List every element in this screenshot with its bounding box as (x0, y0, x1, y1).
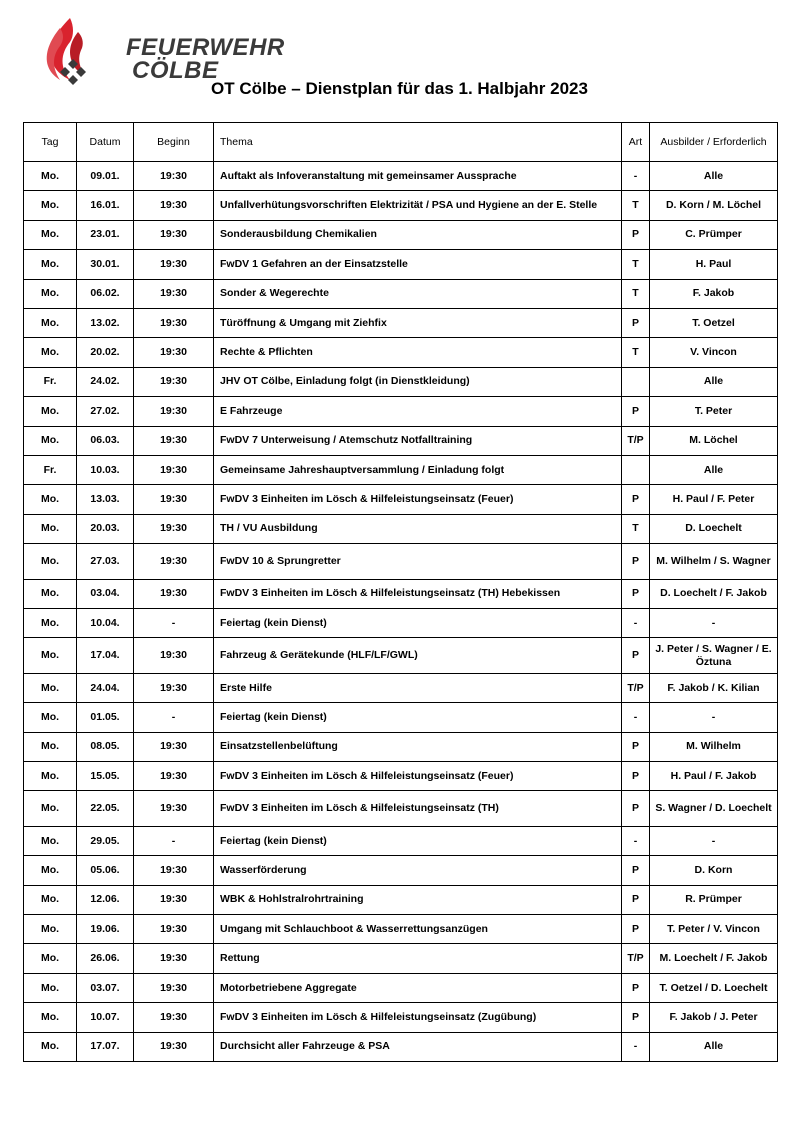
cell-thema: Wasserförderung (214, 856, 622, 885)
table-row (24, 944, 778, 973)
cell-beginn: 19:30 (134, 791, 214, 827)
cell-datum: 16.01. (77, 191, 134, 220)
cell-thema: TH / VU Ausbildung (214, 514, 622, 543)
cell-thema: Sonderausbildung Chemikalien (214, 220, 622, 249)
cell-art: P (622, 915, 650, 944)
cell-art: - (622, 703, 650, 732)
cell-thema: Erste Hilfe (214, 673, 622, 702)
cell-thema: Rechte & Pflichten (214, 338, 622, 367)
cell-tag: Mo. (24, 397, 77, 426)
cell-thema: Sonder & Wegerechte (214, 279, 622, 308)
cell-tag: Mo. (24, 250, 77, 279)
cell-beginn: 19:30 (134, 673, 214, 702)
cell-art: T (622, 514, 650, 543)
cell-art: T/P (622, 673, 650, 702)
cell-tag: Mo. (24, 338, 77, 367)
cell-beginn: - (134, 703, 214, 732)
cell-tag: Mo. (24, 579, 77, 608)
cell-datum: 27.02. (77, 397, 134, 426)
cell-ausbilder: Alle (650, 162, 778, 191)
column-header-tag: Tag (24, 123, 77, 162)
cell-ausbilder: D. Korn / M. Löchel (650, 191, 778, 220)
cell-tag: Mo. (24, 191, 77, 220)
cell-tag: Mo. (24, 762, 77, 791)
table-row (24, 485, 778, 514)
cell-tag: Mo. (24, 915, 77, 944)
cell-tag: Mo. (24, 308, 77, 337)
cell-tag: Mo. (24, 973, 77, 1002)
table-row (24, 885, 778, 914)
cell-art: T (622, 338, 650, 367)
cell-ausbilder: F. Jakob / J. Peter (650, 1003, 778, 1032)
cell-thema: FwDV 1 Gefahren an der Einsatzstelle (214, 250, 622, 279)
table-row (24, 973, 778, 1002)
cell-tag: Mo. (24, 703, 77, 732)
cell-art: - (622, 608, 650, 637)
cell-datum: 17.07. (77, 1032, 134, 1061)
cell-thema: Umgang mit Schlauchboot & Wasserrettungsanzügen (214, 915, 622, 944)
cell-datum: 26.06. (77, 944, 134, 973)
cell-ausbilder: M. Löchel (650, 426, 778, 455)
column-header-thema: Thema (214, 123, 622, 162)
cell-thema: FwDV 3 Einheiten im Lösch & Hilfeleistungseinsatz (TH) (214, 791, 622, 827)
cell-thema: FwDV 3 Einheiten im Lösch & Hilfeleistungseinsatz (Feuer) (214, 485, 622, 514)
cell-ausbilder: H. Paul (650, 250, 778, 279)
cell-art: P (622, 1003, 650, 1032)
schedule-table (23, 122, 778, 1062)
cell-beginn: 19:30 (134, 638, 214, 674)
cell-tag: Mo. (24, 673, 77, 702)
cell-beginn: 19:30 (134, 762, 214, 791)
cell-ausbilder: Alle (650, 455, 778, 484)
table-row (24, 762, 778, 791)
cell-art: P (622, 544, 650, 580)
cell-thema: Motorbetriebene Aggregate (214, 973, 622, 1002)
cell-ausbilder: - (650, 703, 778, 732)
cell-ausbilder: Alle (650, 1032, 778, 1061)
cell-beginn: 19:30 (134, 1032, 214, 1061)
cell-tag: Mo. (24, 220, 77, 249)
cell-thema: Einsatzstellenbelüftung (214, 732, 622, 761)
cell-datum: 10.03. (77, 455, 134, 484)
cell-tag: Mo. (24, 732, 77, 761)
cell-beginn: 19:30 (134, 455, 214, 484)
cell-datum: 10.07. (77, 1003, 134, 1032)
table-header-row (24, 123, 778, 162)
cell-thema: Feiertag (kein Dienst) (214, 608, 622, 637)
table-row (24, 279, 778, 308)
cell-datum: 20.02. (77, 338, 134, 367)
schedule-body (24, 162, 778, 1062)
cell-datum: 29.05. (77, 826, 134, 855)
cell-tag: Mo. (24, 856, 77, 885)
cell-ausbilder: S. Wagner / D. Loechelt (650, 791, 778, 827)
cell-datum: 12.06. (77, 885, 134, 914)
cell-datum: 08.05. (77, 732, 134, 761)
cell-datum: 19.06. (77, 915, 134, 944)
cell-datum: 06.03. (77, 426, 134, 455)
brand-logo (40, 14, 285, 88)
cell-ausbilder: J. Peter / S. Wagner / E. Öztuna (650, 638, 778, 674)
cell-tag: Mo. (24, 1032, 77, 1061)
cell-ausbilder: D. Loechelt (650, 514, 778, 543)
cell-beginn: 19:30 (134, 367, 214, 396)
table-row (24, 703, 778, 732)
table-row (24, 856, 778, 885)
cell-beginn: 19:30 (134, 973, 214, 1002)
table-row (24, 397, 778, 426)
table-row (24, 826, 778, 855)
cell-datum: 03.04. (77, 579, 134, 608)
cell-art: P (622, 732, 650, 761)
cell-ausbilder: H. Paul / F. Jakob (650, 762, 778, 791)
cell-ausbilder: - (650, 608, 778, 637)
cell-datum: 20.03. (77, 514, 134, 543)
cell-thema: FwDV 3 Einheiten im Lösch & Hilfeleistungseinsatz (Feuer) (214, 762, 622, 791)
cell-beginn: 19:30 (134, 397, 214, 426)
cell-tag: Mo. (24, 885, 77, 914)
cell-thema: Türöffnung & Umgang mit Ziehfix (214, 308, 622, 337)
table-row (24, 455, 778, 484)
cell-datum: 24.02. (77, 367, 134, 396)
cell-ausbilder: Alle (650, 367, 778, 396)
table-row (24, 426, 778, 455)
cell-art: P (622, 973, 650, 1002)
cell-art: P (622, 856, 650, 885)
table-row (24, 367, 778, 396)
cell-beginn: 19:30 (134, 338, 214, 367)
cell-art: P (622, 885, 650, 914)
cell-thema: Feiertag (kein Dienst) (214, 703, 622, 732)
cell-beginn: 19:30 (134, 485, 214, 514)
cell-thema: FwDV 7 Unterweisung / Atemschutz Notfalltraining (214, 426, 622, 455)
cell-art: - (622, 1032, 650, 1061)
cell-beginn: 19:30 (134, 191, 214, 220)
cell-ausbilder: M. Wilhelm / S. Wagner (650, 544, 778, 580)
cell-art: P (622, 638, 650, 674)
cell-art: - (622, 162, 650, 191)
cell-beginn: 19:30 (134, 944, 214, 973)
cell-thema: JHV OT Cölbe, Einladung folgt (in Dienstkleidung) (214, 367, 622, 396)
cell-ausbilder: F. Jakob / K. Kilian (650, 673, 778, 702)
cell-tag: Fr. (24, 367, 77, 396)
table-row (24, 579, 778, 608)
cell-art: T/P (622, 426, 650, 455)
cell-tag: Mo. (24, 279, 77, 308)
cell-ausbilder: - (650, 826, 778, 855)
cell-beginn: 19:30 (134, 544, 214, 580)
cell-datum: 27.03. (77, 544, 134, 580)
table-row (24, 220, 778, 249)
cell-art: P (622, 579, 650, 608)
cell-art: P (622, 397, 650, 426)
cell-ausbilder: T. Peter (650, 397, 778, 426)
cell-thema: E Fahrzeuge (214, 397, 622, 426)
cell-tag: Mo. (24, 791, 77, 827)
cell-ausbilder: T. Oetzel / D. Loechelt (650, 973, 778, 1002)
cell-datum: 17.04. (77, 638, 134, 674)
cell-datum: 15.05. (77, 762, 134, 791)
table-row (24, 673, 778, 702)
cell-ausbilder: R. Prümper (650, 885, 778, 914)
table-row (24, 638, 778, 674)
cell-tag: Mo. (24, 544, 77, 580)
table-row (24, 308, 778, 337)
cell-thema: Auftakt als Infoveranstaltung mit gemeinsamer Aussprache (214, 162, 622, 191)
table-row (24, 608, 778, 637)
cell-beginn: 19:30 (134, 885, 214, 914)
cell-tag: Mo. (24, 514, 77, 543)
cell-beginn: 19:30 (134, 162, 214, 191)
table-row (24, 732, 778, 761)
cell-ausbilder: M. Wilhelm (650, 732, 778, 761)
cell-tag: Fr. (24, 455, 77, 484)
cell-art: T/P (622, 944, 650, 973)
cell-thema: Gemeinsame Jahreshauptversammlung / Einladung folgt (214, 455, 622, 484)
cell-datum: 01.05. (77, 703, 134, 732)
cell-art: P (622, 220, 650, 249)
cell-beginn: 19:30 (134, 250, 214, 279)
brand-location: CÖLBE (132, 57, 219, 84)
cell-tag: Mo. (24, 826, 77, 855)
cell-art: P (622, 308, 650, 337)
cell-tag: Mo. (24, 944, 77, 973)
column-header-datum: Datum (77, 123, 134, 162)
cell-thema: Rettung (214, 944, 622, 973)
cell-datum: 10.04. (77, 608, 134, 637)
cell-ausbilder: F. Jakob (650, 279, 778, 308)
cell-beginn: 19:30 (134, 220, 214, 249)
cell-ausbilder: T. Oetzel (650, 308, 778, 337)
cell-thema: FwDV 10 & Sprungretter (214, 544, 622, 580)
cell-thema: WBK & Hohlstralrohrtraining (214, 885, 622, 914)
cell-art: P (622, 791, 650, 827)
cell-ausbilder: D. Korn (650, 856, 778, 885)
cell-thema: Unfallverhütungsvorschriften Elektrizität / PSA und Hygiene an der E. Stelle (214, 191, 622, 220)
cell-beginn: 19:30 (134, 856, 214, 885)
cell-ausbilder: H. Paul / F. Peter (650, 485, 778, 514)
cell-tag: Mo. (24, 638, 77, 674)
cell-tag: Mo. (24, 608, 77, 637)
cell-beginn: - (134, 826, 214, 855)
table-row (24, 915, 778, 944)
column-header-art: Art (622, 123, 650, 162)
cell-thema: FwDV 3 Einheiten im Lösch & Hilfeleistungseinsatz (Zugübung) (214, 1003, 622, 1032)
cell-datum: 23.01. (77, 220, 134, 249)
cell-beginn: 19:30 (134, 915, 214, 944)
cell-thema: FwDV 3 Einheiten im Lösch & Hilfeleistungseinsatz (TH) Hebekissen (214, 579, 622, 608)
brand-name: FEUERWEHR (126, 34, 285, 61)
flame-icon (40, 14, 124, 86)
cell-tag: Mo. (24, 1003, 77, 1032)
table-row (24, 791, 778, 827)
table-row (24, 338, 778, 367)
cell-art (622, 455, 650, 484)
table-row (24, 514, 778, 543)
cell-ausbilder: T. Peter / V. Vincon (650, 915, 778, 944)
table-row (24, 250, 778, 279)
cell-datum: 13.03. (77, 485, 134, 514)
cell-art: T (622, 279, 650, 308)
cell-datum: 13.02. (77, 308, 134, 337)
cell-art (622, 367, 650, 396)
cell-art: - (622, 826, 650, 855)
cell-ausbilder: M. Loechelt / F. Jakob (650, 944, 778, 973)
cell-datum: 05.06. (77, 856, 134, 885)
table-row (24, 191, 778, 220)
cell-ausbilder: V. Vincon (650, 338, 778, 367)
table-row (24, 544, 778, 580)
cell-beginn: 19:30 (134, 308, 214, 337)
cell-beginn: 19:30 (134, 279, 214, 308)
cell-datum: 24.04. (77, 673, 134, 702)
cell-art: T (622, 250, 650, 279)
cell-beginn: 19:30 (134, 1003, 214, 1032)
cell-beginn: 19:30 (134, 579, 214, 608)
cell-datum: 09.01. (77, 162, 134, 191)
cell-beginn: 19:30 (134, 732, 214, 761)
cell-thema: Feiertag (kein Dienst) (214, 826, 622, 855)
column-header-ausbilder: Ausbilder / Erforderlich (650, 123, 778, 162)
cell-art: P (622, 485, 650, 514)
cell-thema: Fahrzeug & Gerätekunde (HLF/LF/GWL) (214, 638, 622, 674)
table-row (24, 162, 778, 191)
cell-beginn: 19:30 (134, 426, 214, 455)
cell-datum: 30.01. (77, 250, 134, 279)
table-row (24, 1003, 778, 1032)
cell-tag: Mo. (24, 162, 77, 191)
cell-tag: Mo. (24, 426, 77, 455)
cell-ausbilder: D. Loechelt / F. Jakob (650, 579, 778, 608)
table-row (24, 1032, 778, 1061)
cell-tag: Mo. (24, 485, 77, 514)
column-header-beginn: Beginn (134, 123, 214, 162)
cell-thema: Durchsicht aller Fahrzeuge & PSA (214, 1032, 622, 1061)
page-title: OT Cölbe – Dienstplan für das 1. Halbjahr 2023 (211, 79, 588, 98)
cell-art: T (622, 191, 650, 220)
cell-ausbilder: C. Prümper (650, 220, 778, 249)
cell-datum: 06.02. (77, 279, 134, 308)
cell-art: P (622, 762, 650, 791)
cell-datum: 22.05. (77, 791, 134, 827)
cell-beginn: 19:30 (134, 514, 214, 543)
cell-beginn: - (134, 608, 214, 637)
cell-datum: 03.07. (77, 973, 134, 1002)
